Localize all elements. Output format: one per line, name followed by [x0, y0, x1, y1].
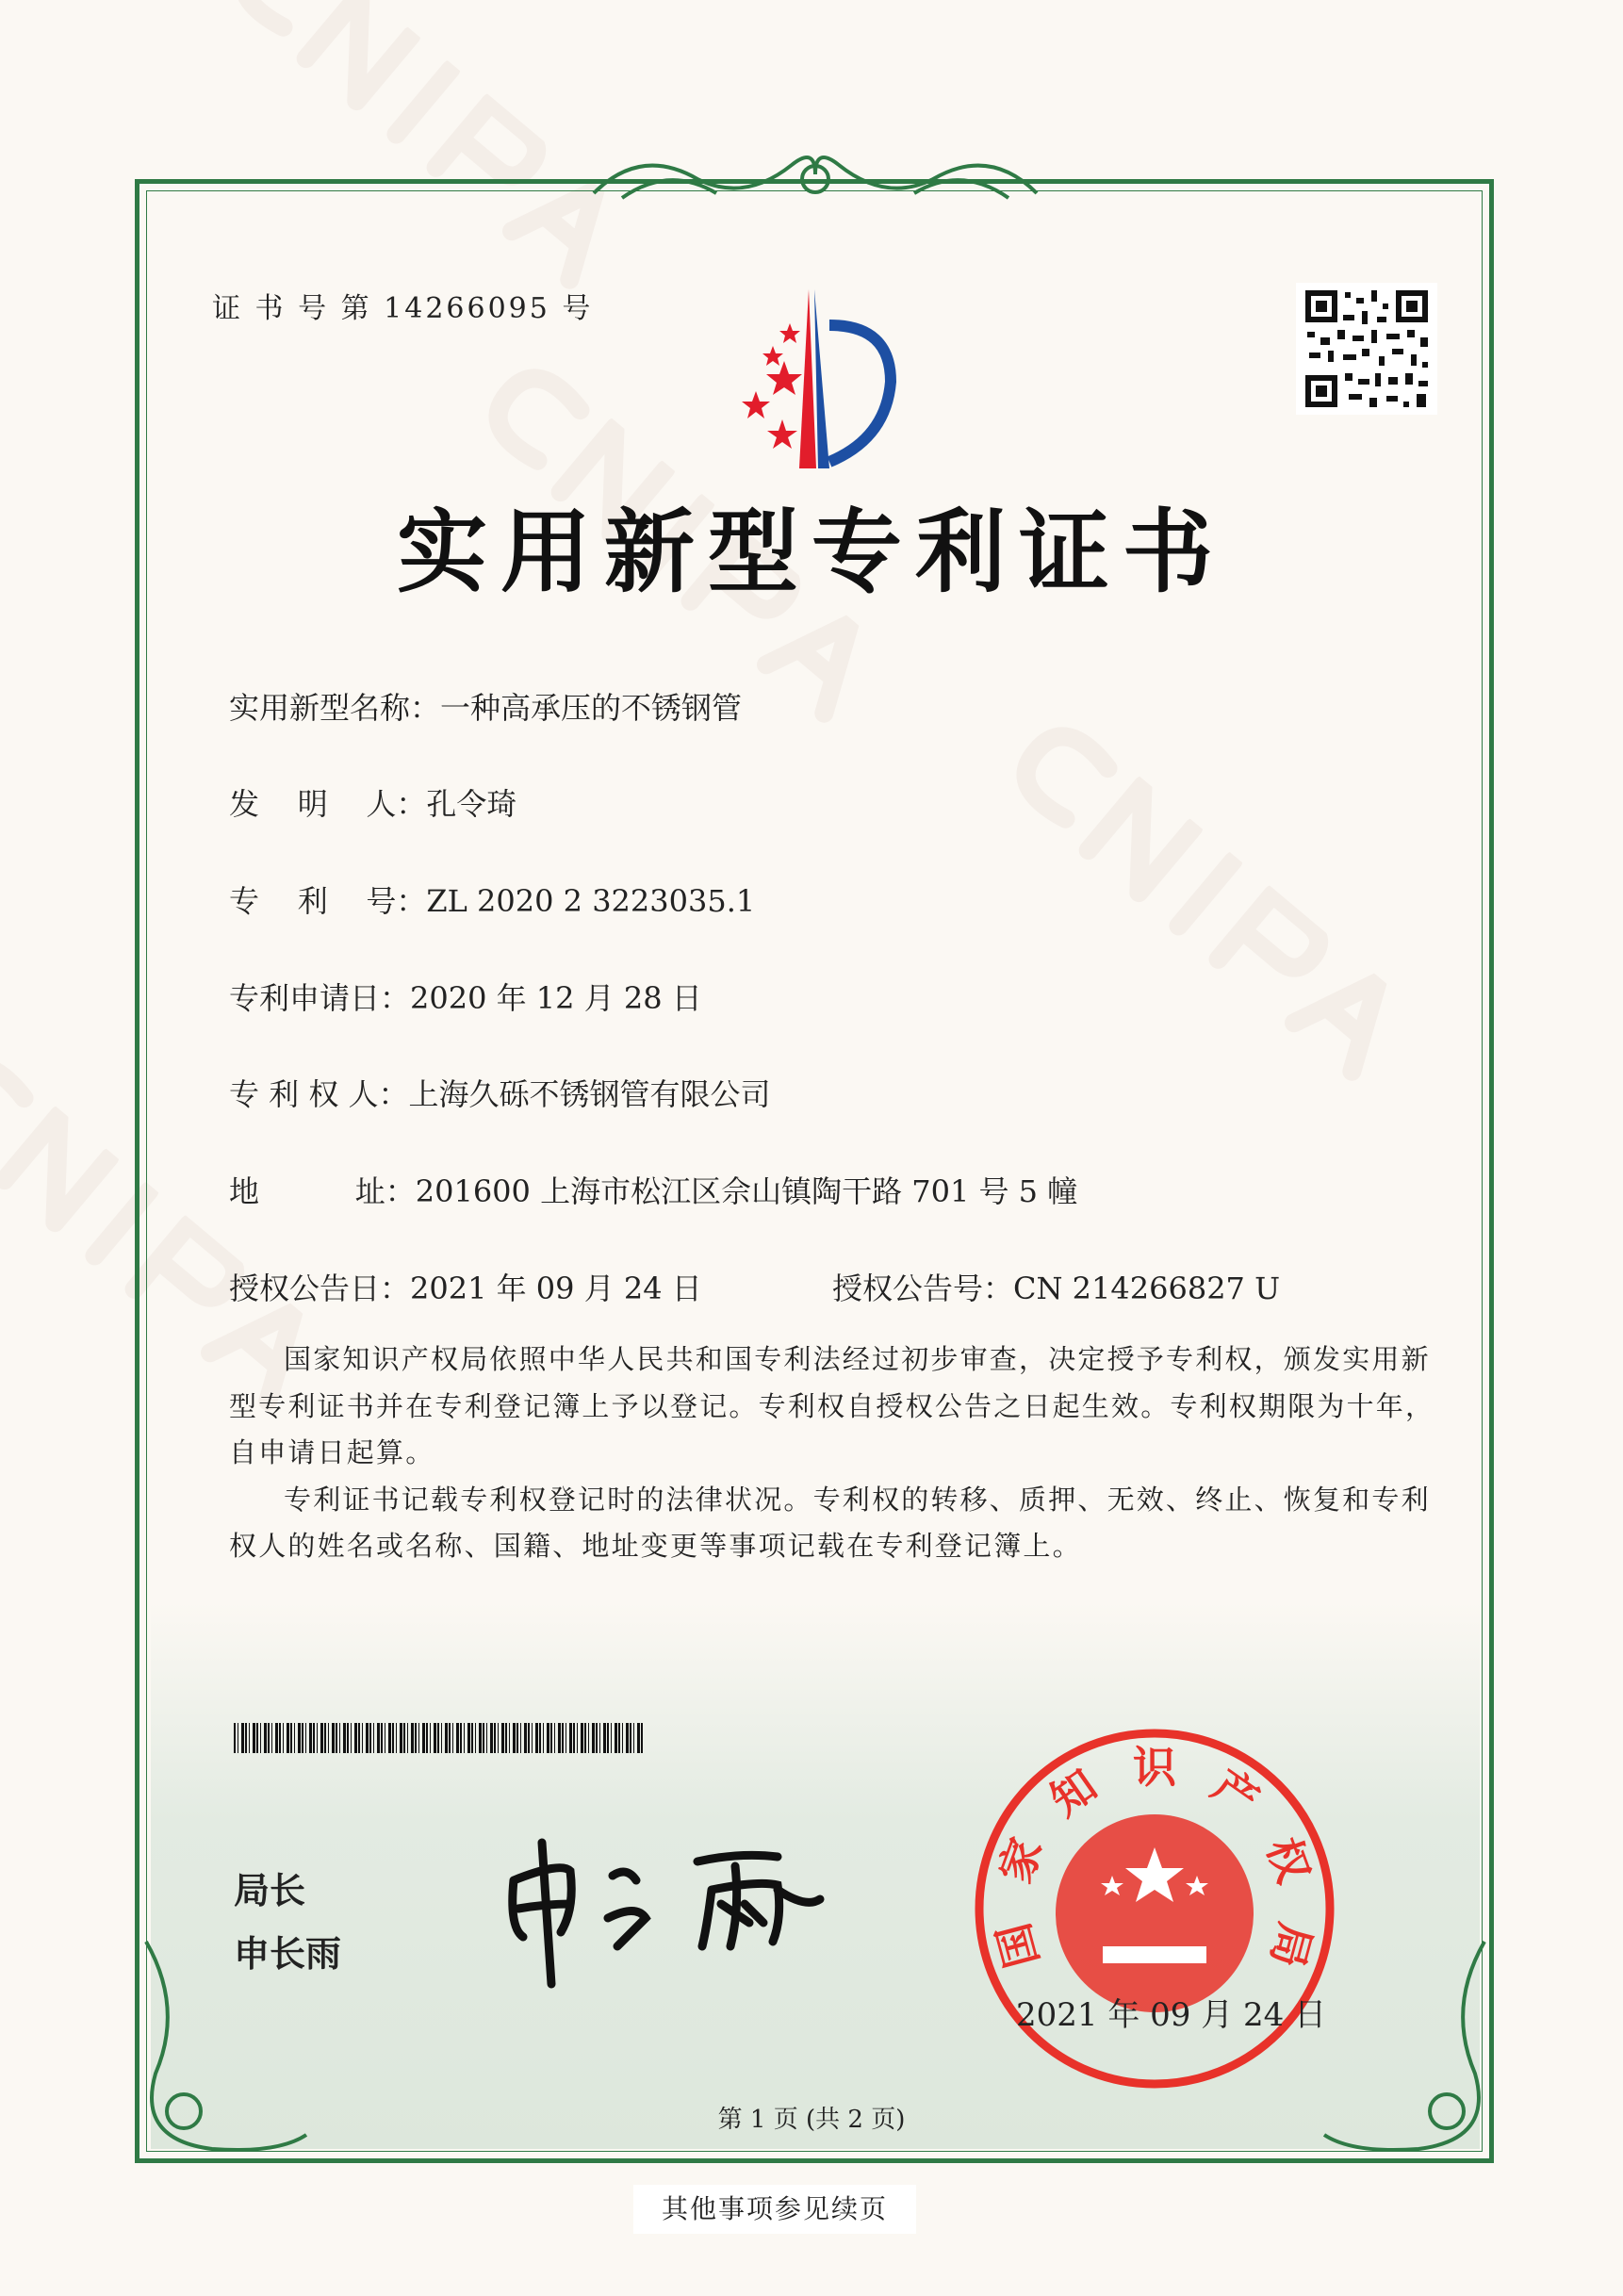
- field-label: 发 明 人：: [229, 786, 427, 822]
- field-value: ZL 2020 2 3223035.1: [426, 883, 756, 919]
- barcode: [234, 1723, 644, 1753]
- field-label: 授权公告号：: [832, 1271, 1014, 1306]
- field-utility-model-name: [229, 684, 742, 728]
- document-title: 实用新型专利证书: [397, 500, 1226, 605]
- field-application-date: [229, 975, 702, 1018]
- seal-date: 2021 年 09 月 24 日: [1016, 1996, 1327, 2034]
- field-value: 2021 年 09 月 24 日: [410, 1271, 702, 1306]
- statement-paragraph: 国家知识产权局依照中华人民共和国专利法经过初步审查，决定授予专利权，颁发实用新型专利证书并在专利登记簿上予以登记。专利权自授权公告之日起生效。专利权期限为十年，自申请日起算。: [229, 1343, 1435, 1468]
- page-indicator: 第 1 页 (共 2 页): [717, 2106, 906, 2134]
- signatory-name: 申长雨: [234, 1933, 342, 1975]
- cnipa-logo: [697, 287, 933, 476]
- field-grant-date: [229, 1265, 702, 1308]
- field-label: 专利申请日：: [229, 980, 411, 1016]
- field-patentee: [229, 1071, 771, 1114]
- field-label: 授权公告日：: [229, 1271, 411, 1306]
- official-seal: [971, 1725, 1338, 2092]
- ornament-top: [584, 137, 1046, 217]
- signatory-title: 局长: [234, 1870, 306, 1911]
- svg-text:产: 产: [1203, 1759, 1269, 1827]
- field-value: 上海久砾不锈钢管有限公司: [408, 1076, 771, 1112]
- svg-text:国: 国: [987, 1917, 1049, 1974]
- field-inventor: [229, 780, 516, 824]
- statement-paragraph: 专利证书记载专利权登记时的法律状况。专利权的转移、质押、无效、终止、恢复和专利权人的姓名或名称、国籍、地址变更等事项记载在专利登记簿上。: [229, 1483, 1431, 1562]
- field-announcement-number: [832, 1265, 1280, 1308]
- continued-note: 其他事项参见续页: [633, 2185, 916, 2234]
- field-address: [229, 1168, 1077, 1211]
- svg-text:识: 识: [1133, 1742, 1176, 1793]
- field-patent-number: [229, 877, 755, 921]
- field-value: CN 214266827 U: [1013, 1271, 1281, 1306]
- svg-text:局: 局: [1260, 1917, 1322, 1974]
- svg-text:权: 权: [1256, 1830, 1320, 1890]
- svg-text:家: 家: [989, 1830, 1053, 1890]
- qr-code: [1296, 283, 1437, 415]
- certificate-number: 证 书 号 第 14266095 号: [212, 292, 594, 325]
- field-value: 孔令琦: [426, 786, 517, 822]
- field-label: 实用新型名称：: [229, 690, 441, 726]
- field-label: 专 利 权 人：: [229, 1076, 409, 1112]
- field-value: 2020 年 12 月 28 日: [410, 980, 702, 1016]
- field-label: 地 址：: [229, 1173, 416, 1209]
- field-label: 专 利 号：: [229, 883, 427, 919]
- svg-text:知: 知: [1041, 1759, 1107, 1827]
- handwritten-signature: [495, 1824, 834, 1989]
- field-value: 201600 上海市松江区佘山镇陶干路 701 号 5 幢: [415, 1173, 1078, 1209]
- statement-text: [229, 1337, 1435, 1570]
- field-value: 一种高承压的不锈钢管: [440, 690, 743, 726]
